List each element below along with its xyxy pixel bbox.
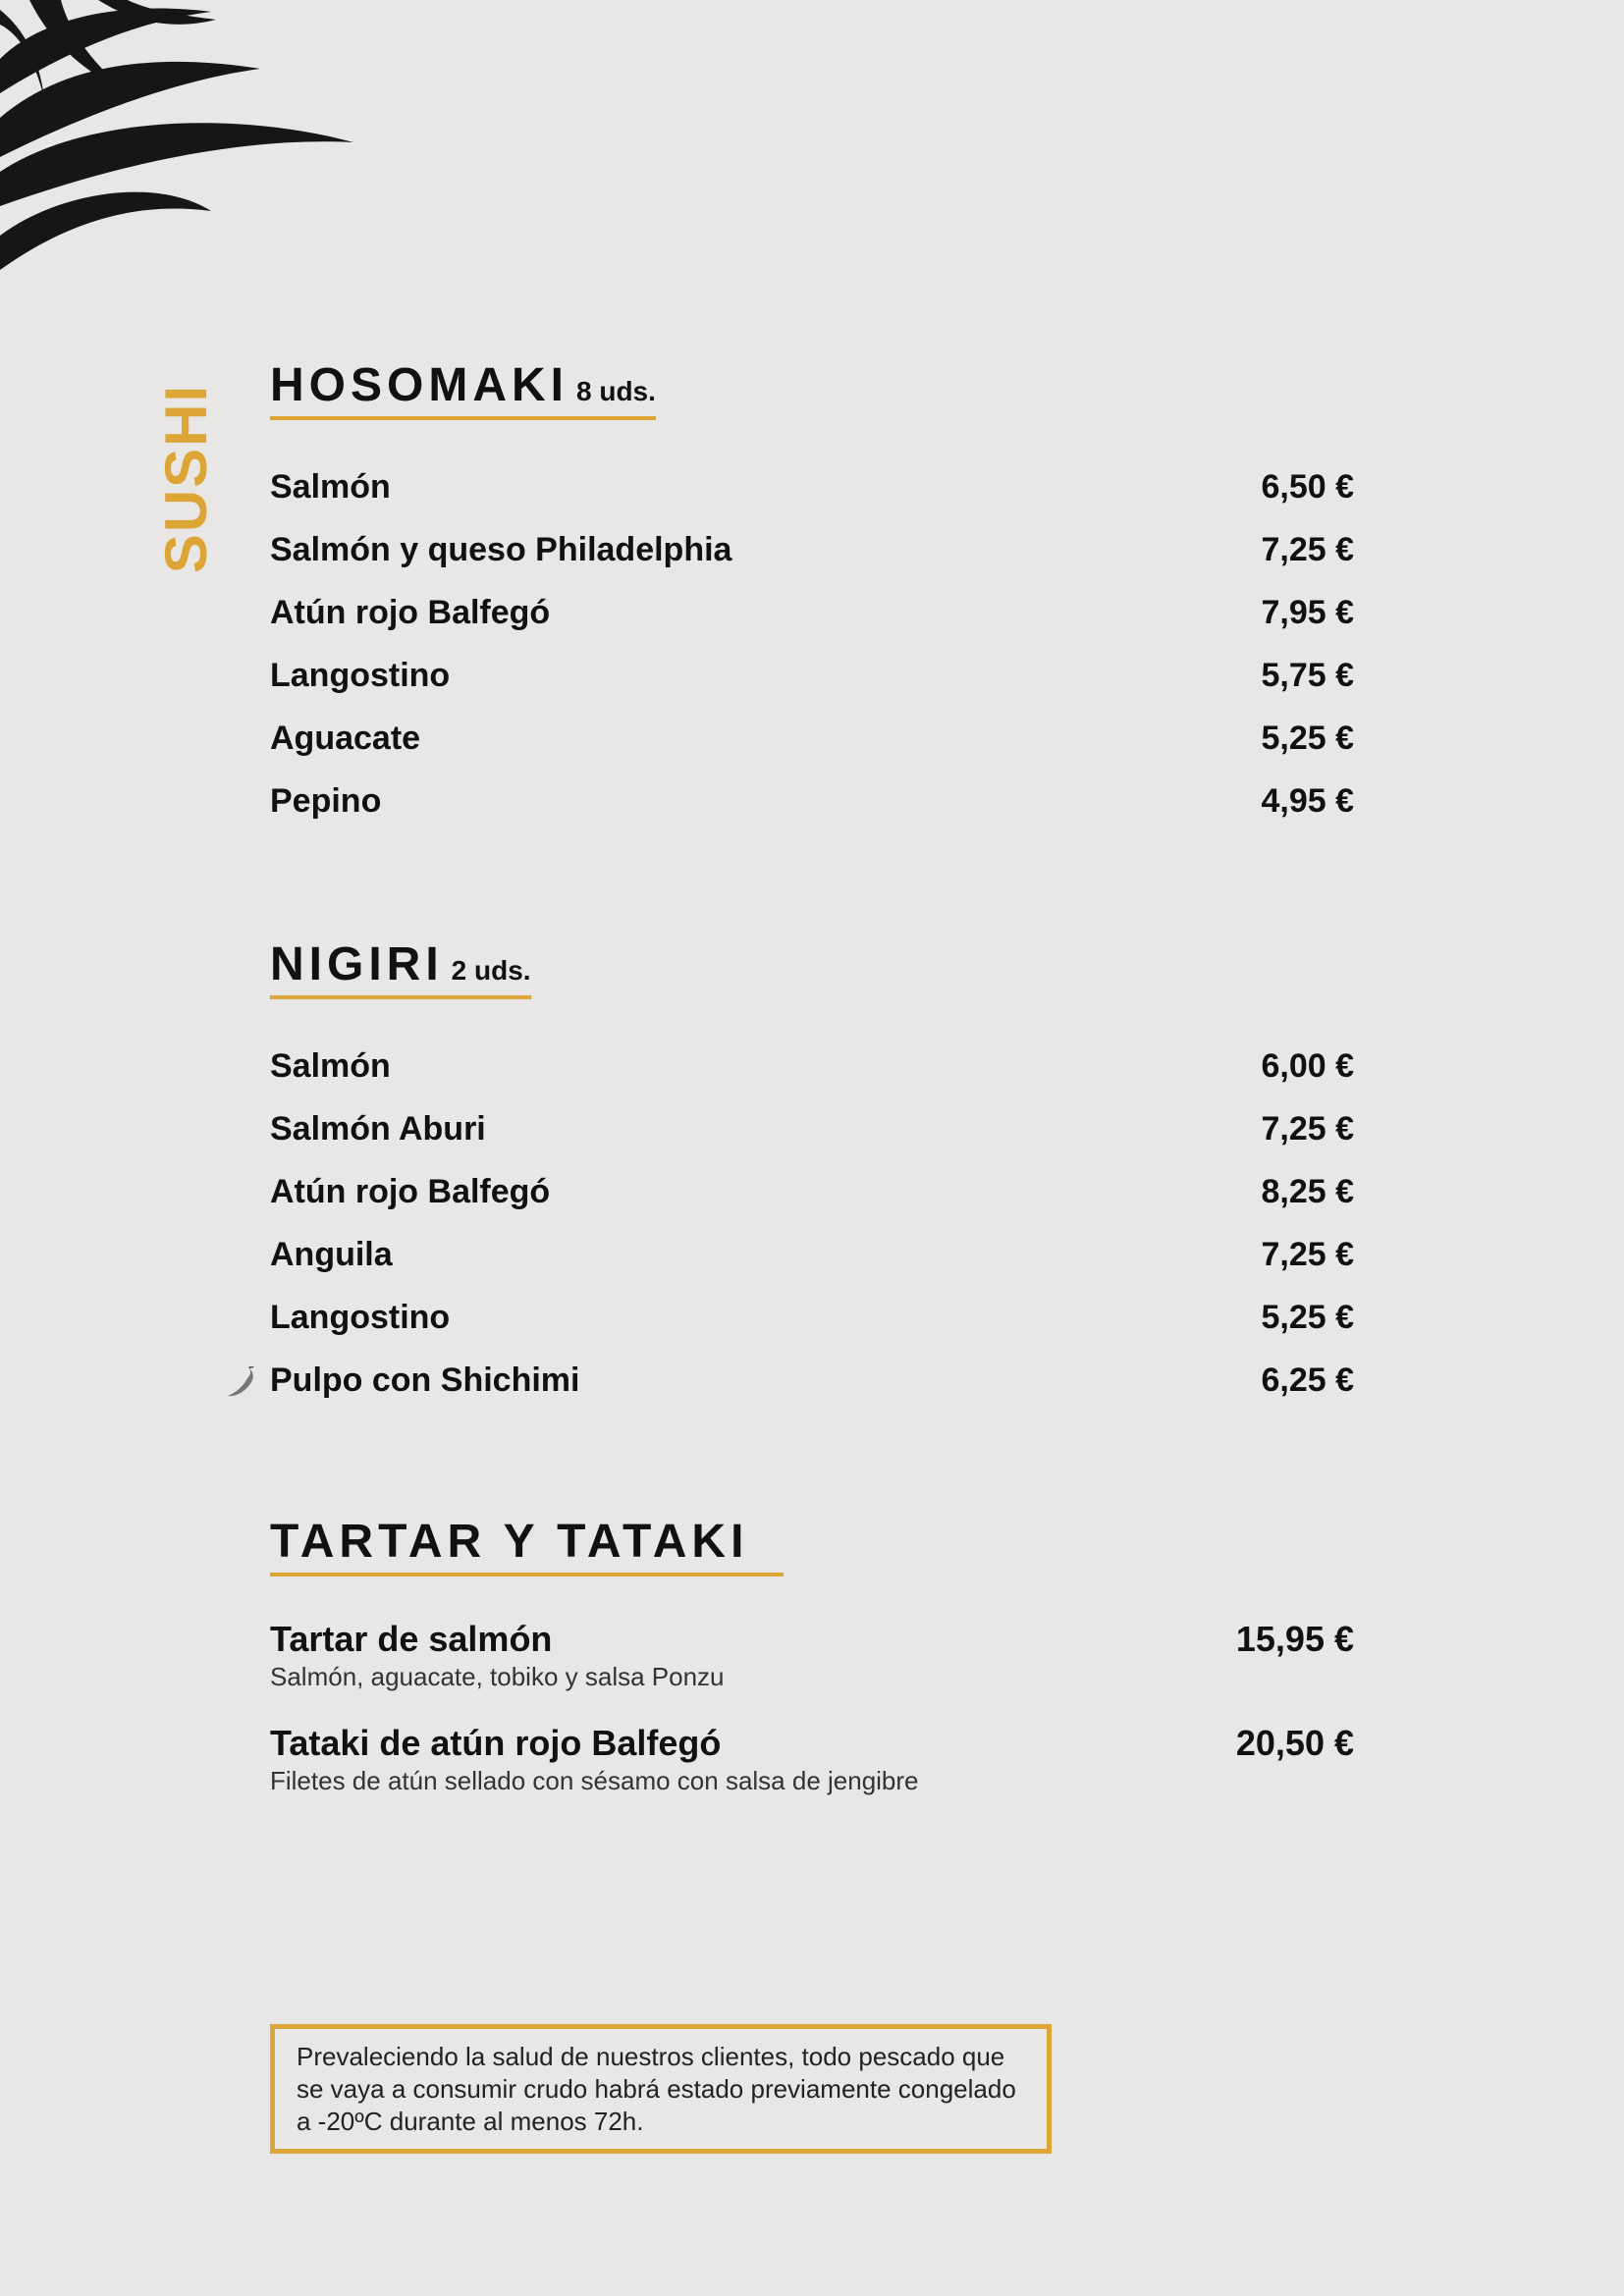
item-name: Pulpo con Shichimi <box>270 1361 580 1399</box>
item-name: Salmón <box>270 467 391 506</box>
item-price: 8,25 € <box>1261 1172 1354 1210</box>
item-price: 7,25 € <box>1261 1235 1354 1273</box>
menu-item <box>270 1160 1354 1223</box>
menu-item <box>270 455 1354 518</box>
item-name: Tartar de salmón <box>270 1619 553 1659</box>
menu-item <box>270 1722 1354 1796</box>
item-name: Salmón Aburi <box>270 1109 486 1148</box>
bamboo-leaves-icon <box>0 0 373 285</box>
section-units: 8 uds. <box>576 376 656 406</box>
menu-item <box>270 1618 1354 1692</box>
item-price: 4,95 € <box>1261 781 1354 820</box>
item-price: 6,25 € <box>1261 1361 1354 1399</box>
section-header <box>270 937 531 999</box>
item-name: Atún rojo Balfegó <box>270 1172 551 1210</box>
item-price: 15,95 € <box>1235 1619 1354 1659</box>
chili-pepper-icon <box>226 1366 255 1400</box>
section-title: HOSOMAKI <box>270 359 568 411</box>
menu-item <box>270 1286 1354 1349</box>
menu-item <box>270 1097 1354 1160</box>
item-name: Anguila <box>270 1235 393 1273</box>
menu-item <box>270 644 1354 707</box>
item-description: Salmón, aguacate, tobiko y salsa Ponzu <box>270 1662 725 1691</box>
item-price: 6,50 € <box>1261 467 1354 506</box>
section-nigiri <box>270 937 1354 1412</box>
item-price: 5,25 € <box>1261 719 1354 757</box>
section-tartar-tataki <box>270 1515 1354 1826</box>
item-price: 7,25 € <box>1261 530 1354 568</box>
item-name: Pepino <box>270 781 382 820</box>
item-name: Langostino <box>270 656 451 694</box>
menu-item <box>270 1349 1354 1412</box>
section-header <box>270 358 656 420</box>
health-notice: Prevaleciendo la salud de nuestros clientes, todo pescado que se vaya a consumir crudo habrá estado previamente congelado a -20ºC durante al menos 72h. <box>270 2024 1052 2154</box>
item-name: Aguacate <box>270 719 421 757</box>
menu-item <box>270 1223 1354 1286</box>
item-name: Tataki de atún rojo Balfegó <box>270 1723 722 1763</box>
section-title: NIGIRI <box>270 938 444 990</box>
menu-item <box>270 518 1354 581</box>
item-price: 5,25 € <box>1261 1298 1354 1336</box>
item-name: Salmón <box>270 1046 391 1085</box>
item-price: 6,00 € <box>1261 1046 1354 1085</box>
menu-item <box>270 581 1354 644</box>
item-price: 20,50 € <box>1235 1723 1354 1763</box>
item-name: Langostino <box>270 1298 451 1336</box>
item-name: Atún rojo Balfegó <box>270 593 551 631</box>
item-name: Salmón y queso Philadelphia <box>270 530 732 568</box>
section-header <box>270 1515 784 1576</box>
menu-item <box>270 1035 1354 1097</box>
section-hosomaki <box>270 358 1354 832</box>
section-title: TARTAR Y TATAKI <box>270 1516 749 1568</box>
item-price: 5,75 € <box>1261 656 1354 694</box>
menu-item <box>270 707 1354 770</box>
item-price: 7,25 € <box>1261 1109 1354 1148</box>
item-description: Filetes de atún sellado con sésamo con salsa de jengibre <box>270 1766 919 1795</box>
menu-item <box>270 770 1354 832</box>
side-title: SUSHI <box>153 383 220 574</box>
item-price: 7,95 € <box>1261 593 1354 631</box>
section-units: 2 uds. <box>451 955 531 986</box>
